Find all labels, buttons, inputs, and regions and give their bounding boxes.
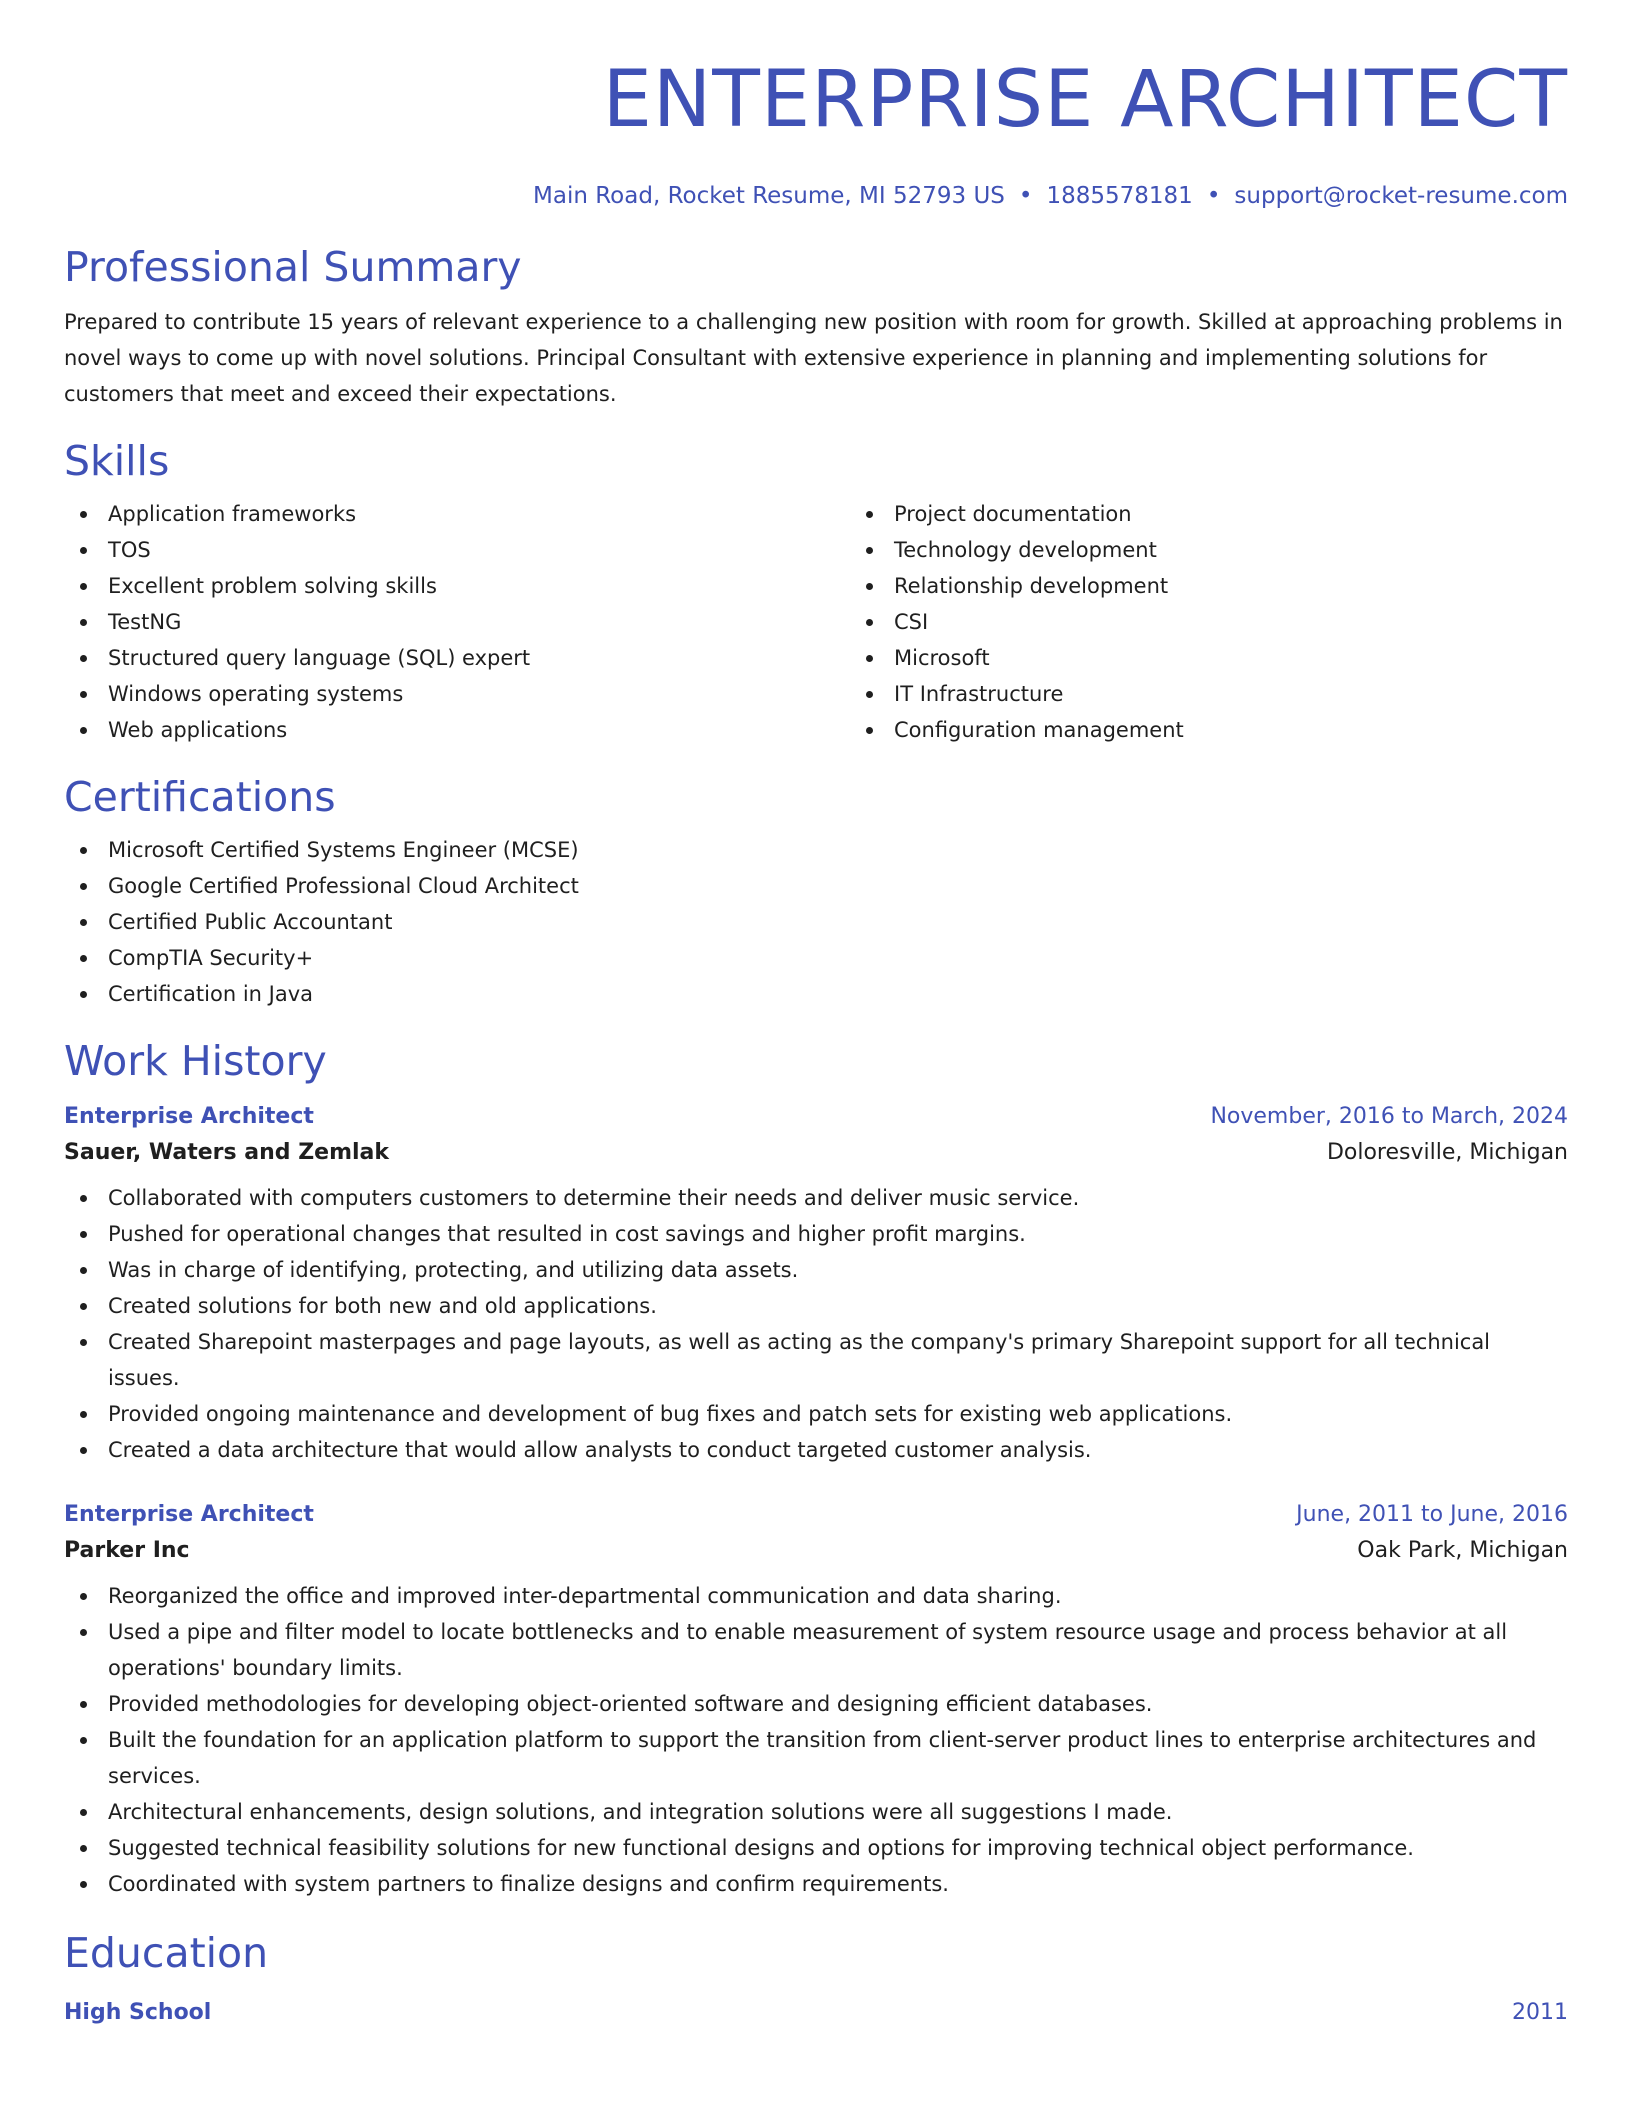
job-bullet: Created solutions for both new and old applications. — [108, 1288, 1568, 1324]
skill-item: Structured query language (SQL) expert — [108, 640, 850, 676]
job-location: Oak Park, Michigan — [1357, 1538, 1568, 1563]
job-bullet: Provided methodologies for developing object-oriented software and designing efficient databases. — [108, 1686, 1568, 1722]
job-dates: June, 2011 to June, 2016 — [1296, 1502, 1568, 1527]
skill-item: CSI — [894, 604, 1568, 640]
certification-item: Google Certified Professional Cloud Architect — [108, 868, 1568, 904]
job-company-row — [64, 1134, 1568, 1172]
job-bullet: Architectural enhancements, design solutions, and integration solutions were all suggestions I made. — [108, 1794, 1568, 1830]
contact-address: Main Road, Rocket Resume, MI 52793 US — [533, 183, 1005, 209]
skill-item: IT Infrastructure — [894, 676, 1568, 712]
certification-item: CompTIA Security+ — [108, 940, 1568, 976]
job-bullet: Created a data architecture that would allow analysts to conduct targeted customer analysis. — [108, 1432, 1568, 1468]
skill-item: TestNG — [108, 604, 850, 640]
contact-phone: 1885578181 — [1046, 183, 1193, 209]
job-entry — [64, 1498, 1568, 1902]
contact-line — [64, 180, 1568, 212]
summary-heading: Professional Summary — [64, 243, 522, 291]
skill-item: Microsoft — [894, 640, 1568, 676]
job-bullet: Provided ongoing maintenance and development of bug fixes and patch sets for existing web applications. — [108, 1396, 1568, 1432]
education-degree: High School — [64, 2000, 212, 2025]
job-company: Parker Inc — [64, 1538, 190, 1563]
job-title: Enterprise Architect — [64, 1502, 314, 1527]
job-bullet: Suggested technical feasibility solutions for new functional designs and options for improving technical object performance. — [108, 1830, 1568, 1866]
skill-item: Relationship development — [894, 568, 1568, 604]
contact-email[interactable]: support@rocket-resume.com — [1234, 183, 1568, 209]
job-bullet: Pushed for operational changes that resulted in cost savings and higher profit margins. — [108, 1216, 1568, 1252]
job-bullets — [64, 1180, 1568, 1468]
education-year: 2011 — [1512, 2000, 1568, 2025]
job-bullet: Used a pipe and filter model to locate bottlenecks and to enable measurement of system resource usage and process behavior at all operations' boundary limits. — [108, 1614, 1568, 1686]
certifications-heading: Certifications — [64, 773, 336, 821]
job-header-row — [64, 1498, 1568, 1532]
certification-item: Microsoft Certified Systems Engineer (MCSE) — [108, 832, 1568, 868]
education-heading: Education — [64, 1929, 269, 1977]
skill-item: Configuration management — [894, 712, 1568, 748]
education-row — [64, 1996, 1568, 2030]
job-header-row — [64, 1100, 1568, 1134]
job-bullets — [64, 1578, 1568, 1902]
skills-heading: Skills — [64, 437, 170, 485]
job-bullet: Reorganized the office and improved inter-departmental communication and data sharing. — [108, 1578, 1568, 1614]
certifications-list — [64, 832, 1568, 1012]
resume-title: ENTERPRISE ARCHITECT — [602, 55, 1568, 145]
certification-item: Certification in Java — [108, 976, 1568, 1012]
job-bullet: Was in charge of identifying, protecting, and utilizing data assets. — [108, 1252, 1568, 1288]
job-entry — [64, 1100, 1568, 1468]
skill-item: Application frameworks — [108, 496, 850, 532]
contact-separator: • — [1018, 183, 1033, 209]
education-entry — [64, 1996, 1568, 2030]
job-title: Enterprise Architect — [64, 1104, 314, 1129]
job-bullet: Created Sharepoint masterpages and page layouts, as well as acting as the company's primary Sharepoint support for all technical issues. — [108, 1324, 1568, 1396]
skills-list-left — [64, 496, 850, 748]
work-history-heading: Work History — [64, 1037, 327, 1085]
job-bullet: Coordinated with system partners to finalize designs and confirm requirements. — [108, 1866, 1568, 1902]
skill-item: Project documentation — [894, 496, 1568, 532]
certification-item: Certified Public Accountant — [108, 904, 1568, 940]
skills-grid — [64, 496, 1568, 748]
job-company-row — [64, 1532, 1568, 1570]
skill-item: Web applications — [108, 712, 850, 748]
job-dates: November, 2016 to March, 2024 — [1210, 1104, 1568, 1129]
job-bullet: Built the foundation for an application platform to support the transition from client-server product lines to enterprise architectures and services. — [108, 1722, 1568, 1794]
job-bullet: Collaborated with computers customers to determine their needs and deliver music service. — [108, 1180, 1568, 1216]
job-location: Doloresville, Michigan — [1326, 1140, 1568, 1165]
skill-item: Excellent problem solving skills — [108, 568, 850, 604]
skill-item: Technology development — [894, 532, 1568, 568]
skill-item: TOS — [108, 532, 850, 568]
contact-separator: • — [1206, 183, 1221, 209]
skills-list-right — [850, 496, 1568, 748]
skill-item: Windows operating systems — [108, 676, 850, 712]
job-company: Sauer, Waters and Zemlak — [64, 1140, 390, 1165]
summary-text: Prepared to contribute 15 years of relevant experience to a challenging new position with room for growth. Skilled at approaching problems in novel ways to come up with novel solutions. Principal Consultant with extensive experience in planning and implementing solutions for customers that meet and exceed their expectations. — [64, 310, 1563, 406]
